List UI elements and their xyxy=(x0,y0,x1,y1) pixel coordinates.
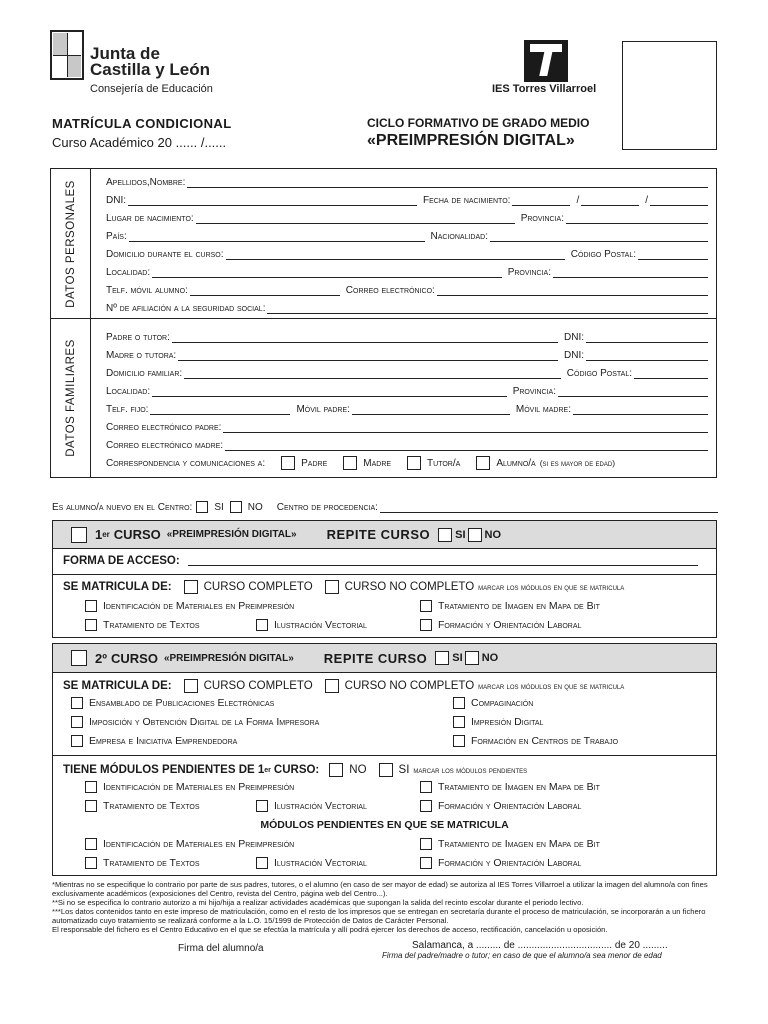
domicilio-familiar-field[interactable] xyxy=(184,369,561,379)
modulo-checkbox[interactable] xyxy=(256,619,268,631)
pais-label: País: xyxy=(106,231,127,242)
curso1-sup: er xyxy=(102,530,110,539)
modulo-checkbox[interactable] xyxy=(85,838,97,850)
pendiente-modulo xyxy=(420,781,600,793)
modulo-label: Tratamiento de Imagen en Mapa de Bit xyxy=(438,838,600,850)
correo-padre-label: Correo electrónico padre: xyxy=(106,422,222,433)
opt-padre-label: Padre xyxy=(301,457,328,469)
curso2-no-label: NO xyxy=(481,652,499,664)
dni-padre-label: DNI: xyxy=(564,332,584,343)
curso2-modulo xyxy=(453,716,543,728)
datos-familiares-section xyxy=(50,318,717,478)
ciclo-title: CICLO FORMATIVO DE GRADO MEDIO xyxy=(367,116,590,130)
modulo-checkbox[interactable] xyxy=(85,600,97,612)
modulo-label: Empresa e Iniciativa Emprendedora xyxy=(89,735,238,747)
modulo-checkbox[interactable] xyxy=(420,800,432,812)
programa-title: «PREIMPRESIÓN DIGITAL» xyxy=(367,132,575,149)
modulo-label: Formación en Centros de Trabajo xyxy=(471,735,619,747)
localidad-familiar-row xyxy=(106,381,708,397)
correo-field[interactable] xyxy=(437,286,708,296)
pendientes-si-label: SI xyxy=(398,764,410,776)
modulo-checkbox[interactable] xyxy=(256,800,268,812)
pendientes-marcar-note: marcar los módulos pendientes xyxy=(413,765,528,775)
curso2-se-matricula-label: SE MATRICULA DE: xyxy=(63,680,172,692)
correo-madre-field[interactable] xyxy=(225,441,708,451)
curso1-completo-label: CURSO COMPLETO xyxy=(203,581,313,593)
photo-box xyxy=(622,41,717,150)
coat-of-arms-icon xyxy=(50,30,84,80)
pais-row xyxy=(106,226,708,242)
dni-label: DNI: xyxy=(106,195,126,206)
curso2-checkbox[interactable] xyxy=(71,650,87,666)
pendientes-si-checkbox[interactable] xyxy=(379,763,393,777)
curso2-programa: «PREIMPRESIÓN DIGITAL» xyxy=(163,652,294,664)
curso1-marcar-note: marcar los módulos en que se matricula xyxy=(478,582,625,592)
fecha-dia-field[interactable] xyxy=(512,196,570,206)
modulo-label: Ilustración Vectorial xyxy=(274,800,367,812)
curso1-no-completo-checkbox[interactable] xyxy=(325,580,339,594)
modulo-checkbox[interactable] xyxy=(420,619,432,631)
provincia-field[interactable] xyxy=(566,214,708,224)
correo-madre-row xyxy=(106,435,708,451)
modulo-checkbox[interactable] xyxy=(420,781,432,793)
cp-familiar-field[interactable] xyxy=(634,369,708,379)
curso2-section xyxy=(52,643,717,876)
cp-label: Código Postal: xyxy=(570,249,636,260)
curso2-repite-no-checkbox[interactable] xyxy=(465,651,479,665)
lugar-nac-field[interactable] xyxy=(196,214,515,224)
correo-padre-field[interactable] xyxy=(223,423,708,433)
procedencia-field[interactable] xyxy=(380,503,718,513)
telf-fijo-field[interactable] xyxy=(150,405,290,415)
modulo-label: Impresión Digital xyxy=(471,716,544,728)
curso2-no-completo-checkbox[interactable] xyxy=(325,679,339,693)
pais-field[interactable] xyxy=(129,232,425,242)
curso1-completo-checkbox[interactable] xyxy=(184,580,198,594)
localidad-row xyxy=(106,262,708,278)
curso1-checkbox[interactable] xyxy=(71,527,87,543)
junta-logo xyxy=(50,28,220,100)
fecha-anio-field[interactable] xyxy=(650,196,708,206)
cp-field[interactable] xyxy=(638,250,708,260)
nacionalidad-label: Nacionalidad: xyxy=(430,231,488,242)
footer-notes xyxy=(52,880,718,934)
curso1-header xyxy=(53,521,716,548)
curso1-modulo xyxy=(85,619,200,631)
domicilio-row xyxy=(106,244,708,260)
nuevo-si-label: SI xyxy=(214,501,224,513)
pend-mat-modulo xyxy=(420,838,600,850)
movil-padre-field[interactable] xyxy=(352,405,510,415)
provincia-familiar-label: Provincia: xyxy=(512,386,556,397)
correo-madre-label: Correo electrónico madre: xyxy=(106,440,224,451)
curso1-se-matricula-label: SE MATRICULA DE: xyxy=(63,581,172,593)
modulo-label: Identificación de Materiales en Preimpresión xyxy=(103,600,295,612)
movil-field[interactable] xyxy=(190,286,340,296)
curso2-no-completo-label: CURSO NO COMPLETO xyxy=(344,680,475,692)
pendiente-modulo xyxy=(256,800,367,812)
nuevo-no-checkbox[interactable] xyxy=(230,501,242,513)
modulo-label: Compaginación xyxy=(471,697,534,709)
firma-padre-label[interactable]: Firma del padre/madre o tutor; en caso de que el alumno/a sea menor de edad xyxy=(382,951,662,960)
note-datos: ***Los datos contenidos tanto en este impreso de matriculación, como en el resto de los impresos que se entregan en secretaría durante el proceso de matriculación, se incorporarán a un fichero automatizado cuyo tratamiento se realizará conforme a la L.O. 15/1999 de Protección de Datos de Carácter Personal. xyxy=(52,907,706,925)
dni-padre-field[interactable] xyxy=(586,333,708,343)
forma-acceso-row xyxy=(53,553,716,569)
modulo-checkbox[interactable] xyxy=(71,697,83,709)
consejeria-label: Consejería de Educación xyxy=(90,83,213,95)
curso1-label: CURSO xyxy=(113,527,161,542)
lugar-fecha[interactable]: Salamanca, a ......... de .................................. de 20 ......... xyxy=(412,940,668,951)
datos-personales-section xyxy=(50,168,717,319)
domicilio-field[interactable] xyxy=(226,250,565,260)
provincia-label: Provincia: xyxy=(507,267,551,278)
pend-mat-modulo xyxy=(420,857,581,869)
lugar-nac-label: Lugar de nacimiento: xyxy=(106,213,194,224)
opt-alumno-label: Alumno/a xyxy=(496,457,536,469)
domicilio-label: Domicilio durante el curso: xyxy=(106,249,224,260)
firma-alumno-label[interactable]: Firma del alumno/a xyxy=(178,943,264,954)
curso2-repite-label: REPITE CURSO xyxy=(323,650,428,666)
madre-row xyxy=(106,345,708,361)
pend-mat-modulo xyxy=(256,857,367,869)
domicilio-familiar-row xyxy=(106,363,708,379)
curso1-repite-no-checkbox[interactable] xyxy=(468,528,482,542)
pendientes-matricula-heading: MÓDULOS PENDIENTES EN QUE SE MATRICULA xyxy=(260,819,509,831)
movil-row xyxy=(106,280,708,296)
curso2-modulo xyxy=(71,716,319,728)
cp-familiar-label: Código Postal: xyxy=(566,368,632,379)
modulo-checkbox[interactable] xyxy=(85,857,97,869)
dni-row xyxy=(106,190,708,206)
padre-label: Padre o tutor: xyxy=(106,332,170,343)
curso1-repite-si-checkbox[interactable] xyxy=(438,528,452,542)
modulo-checkbox[interactable] xyxy=(85,619,97,631)
curso1-modulo xyxy=(256,619,367,631)
curso-academico[interactable]: Curso Académico 20 ...... /...... xyxy=(52,135,227,150)
form-title: MATRÍCULA CONDICIONAL xyxy=(52,116,232,131)
pendiente-modulo xyxy=(85,800,200,812)
pendientes-curso-label: CURSO: xyxy=(273,764,320,776)
curso2-label: CURSO xyxy=(110,650,158,666)
curso2-completo-label: CURSO COMPLETO xyxy=(203,680,313,692)
correo-label: Correo electrónico: xyxy=(345,285,435,296)
curso1-modulo xyxy=(420,619,581,631)
correspondencia-row xyxy=(106,456,615,470)
correspondencia-padre-checkbox[interactable] xyxy=(281,456,295,470)
curso2-num: 2º xyxy=(95,650,107,666)
movil-madre-field[interactable] xyxy=(573,405,708,415)
nacionalidad-field[interactable] xyxy=(490,232,708,242)
curso1-modulo xyxy=(420,600,600,612)
pendientes-row xyxy=(53,762,716,778)
correspondencia-label: Correspondencia y comunicaciones a: xyxy=(106,457,266,469)
telefonos-row xyxy=(106,399,708,415)
modulo-label: Ilustración Vectorial xyxy=(274,857,367,869)
pendientes-label: TIENE MÓDULOS PENDIENTES DE 1 xyxy=(63,764,265,776)
dni-madre-label: DNI: xyxy=(564,350,584,361)
curso2-si-label: SI xyxy=(452,652,463,664)
localidad-label: Localidad: xyxy=(106,267,151,278)
provincia-field-2[interactable] xyxy=(553,268,708,278)
provincia-familiar-field[interactable] xyxy=(558,387,708,397)
slash: / xyxy=(645,195,648,206)
padre-field[interactable] xyxy=(172,333,558,343)
correspondencia-alumno-checkbox[interactable] xyxy=(476,456,490,470)
provincia-label: Provincia: xyxy=(520,213,564,224)
modulo-label: Ensamblado de Publicaciones Electrónicas xyxy=(89,697,275,709)
alumno-nuevo-row xyxy=(52,501,718,513)
modulo-checkbox[interactable] xyxy=(420,857,432,869)
modulo-checkbox[interactable] xyxy=(256,857,268,869)
curso2-completo-checkbox[interactable] xyxy=(184,679,198,693)
pendiente-modulo xyxy=(85,781,294,793)
curso1-no-completo-label: CURSO NO COMPLETO xyxy=(344,581,475,593)
modulo-checkbox[interactable] xyxy=(420,838,432,850)
curso1-repite-label: REPITE CURSO xyxy=(326,527,431,542)
madre-label: Madre o tutora: xyxy=(106,350,177,361)
pendientes-no-label: NO xyxy=(349,764,367,776)
curso2-matricula-row xyxy=(53,678,716,694)
dni-madre-field[interactable] xyxy=(586,351,708,361)
curso1-no-label: NO xyxy=(484,528,502,541)
procedencia-label: Centro de procedencia: xyxy=(276,501,378,513)
movil-label: Telf. móvil alumno: xyxy=(106,285,188,296)
curso1-modulo xyxy=(85,600,294,612)
pend-mat-modulo xyxy=(85,838,294,850)
pend-mat-modulo xyxy=(85,857,200,869)
alumno-nuevo-label: Es alumno/a nuevo en el Centro: xyxy=(52,501,193,513)
pendiente-modulo xyxy=(420,800,581,812)
nuevo-no-label: NO xyxy=(247,501,263,513)
modulo-checkbox[interactable] xyxy=(71,735,83,747)
correspondencia-madre-checkbox[interactable] xyxy=(343,456,357,470)
afiliacion-row xyxy=(106,298,708,314)
datos-personales-label: DATOS PERSONALES xyxy=(51,169,91,318)
pendientes-sup: er xyxy=(264,766,271,774)
slash: / xyxy=(576,195,580,206)
apellidos-field[interactable] xyxy=(187,178,708,188)
modulo-label: Formación y Orientación Laboral xyxy=(438,800,582,812)
modulo-label: Imposición y Obtención Digital de la Forma Impresora xyxy=(89,716,320,728)
telf-fijo-label: Telf. fijo: xyxy=(106,404,149,415)
modulo-checkbox[interactable] xyxy=(453,697,465,709)
opt-tutor-label: Tutor/a xyxy=(427,457,461,469)
opt-madre-label: Madre xyxy=(363,457,392,469)
junta-name-line2: Castilla y León xyxy=(90,60,210,79)
modulo-checkbox[interactable] xyxy=(71,716,83,728)
localidad-familiar-field[interactable] xyxy=(152,387,507,397)
forma-acceso-label: FORMA DE ACCESO: xyxy=(63,555,180,567)
movil-madre-label: Móvil madre: xyxy=(515,404,571,415)
afiliacion-field[interactable] xyxy=(267,304,708,314)
curso1-programa: «PREIMPRESIÓN DIGITAL» xyxy=(166,529,297,540)
lugar-nac-row xyxy=(106,208,708,224)
modulo-label: Tratamiento de Textos xyxy=(103,800,200,812)
datos-familiares-label: DATOS FAMILIARES xyxy=(51,319,91,477)
fecha-nac-label: Fecha de nacimiento: xyxy=(423,195,511,206)
curso1-num: 1 xyxy=(95,527,103,542)
modulo-label: Tratamiento de Imagen en Mapa de Bit xyxy=(438,600,600,612)
modulo-label: Tratamiento de Textos xyxy=(103,619,200,631)
note-responsable: El responsable del fichero es el Centro Educativo en el que se efectúa la matrícula y allí podrá ejercer los derechos de acceso, rectificación, cancelación u oposición. xyxy=(52,925,608,934)
curso2-marcar-note: marcar los módulos en que se matricula xyxy=(478,681,625,691)
modulo-checkbox[interactable] xyxy=(420,600,432,612)
nuevo-si-checkbox[interactable] xyxy=(196,501,208,513)
apellidos-label: Apellidos,Nombre: xyxy=(106,177,186,188)
curso1-section xyxy=(52,520,717,638)
modulo-label: Formación y Orientación Laboral xyxy=(438,857,582,869)
modulo-label: Formación y Orientación Laboral xyxy=(438,619,582,631)
domicilio-familiar-label: Domicilio familiar: xyxy=(106,368,183,379)
curso2-modulo xyxy=(71,735,237,747)
movil-padre-label: Móvil padre: xyxy=(296,404,350,415)
curso2-modulo xyxy=(453,697,533,709)
modulo-label: Identificación de Materiales en Preimpresión xyxy=(103,838,295,850)
curso1-matricula-row xyxy=(53,579,716,595)
note-salidas: **Si no se especifica lo contrario autorizo a mi hijo/hija a realizar actividades académicas que supongan la salida del recinto escolar durante el periodo lectivo. xyxy=(52,898,584,907)
pendientes-no-checkbox[interactable] xyxy=(329,763,343,777)
ies-logo xyxy=(492,40,612,100)
modulo-label: Tratamiento de Imagen en Mapa de Bit xyxy=(438,781,600,793)
apellidos-row xyxy=(106,172,708,188)
curso2-modulo xyxy=(453,735,618,747)
modulo-checkbox[interactable] xyxy=(453,716,465,728)
localidad-familiar-label: Localidad: xyxy=(106,386,151,397)
modulo-label: Ilustración Vectorial xyxy=(274,619,367,631)
modulo-checkbox[interactable] xyxy=(85,781,97,793)
modulo-checkbox[interactable] xyxy=(453,735,465,747)
modulo-checkbox[interactable] xyxy=(85,800,97,812)
curso2-modulo xyxy=(71,697,274,709)
modulo-label: Identificación de Materiales en Preimpresión xyxy=(103,781,295,793)
madre-field[interactable] xyxy=(178,351,558,361)
curso1-si-label: SI xyxy=(455,528,466,541)
junta-name-line1: Junta de xyxy=(90,44,160,63)
correspondencia-tutor-checkbox[interactable] xyxy=(407,456,421,470)
dni-field[interactable] xyxy=(128,196,417,206)
correo-padre-row xyxy=(106,417,708,433)
modulo-label: Tratamiento de Textos xyxy=(103,857,200,869)
ies-name: IES Torres Villarroel xyxy=(492,83,597,95)
afiliacion-label: Nº de afiliación a la seguridad social: xyxy=(106,303,266,314)
fecha-mes-field[interactable] xyxy=(581,196,639,206)
forma-acceso-field[interactable] xyxy=(188,556,698,566)
curso2-repite-si-checkbox[interactable] xyxy=(435,651,449,665)
padre-row xyxy=(106,327,708,343)
ies-emblem-icon xyxy=(524,40,568,82)
note-imagen: *Mientras no se especifique lo contrario por parte de sus padres, tutores, o el alumno (en caso de ser mayor de edad) se autoriza al IES Torres Villarroel a utilizar la imagen del alumno/a con fines exclusivamente académicos (exposiciones del Centro, revista del Centro, página web del Centro...). xyxy=(52,880,708,898)
localidad-field[interactable] xyxy=(152,268,502,278)
opt-alumno-note: (si es mayor de edad) xyxy=(539,458,616,468)
curso2-header xyxy=(53,644,716,672)
